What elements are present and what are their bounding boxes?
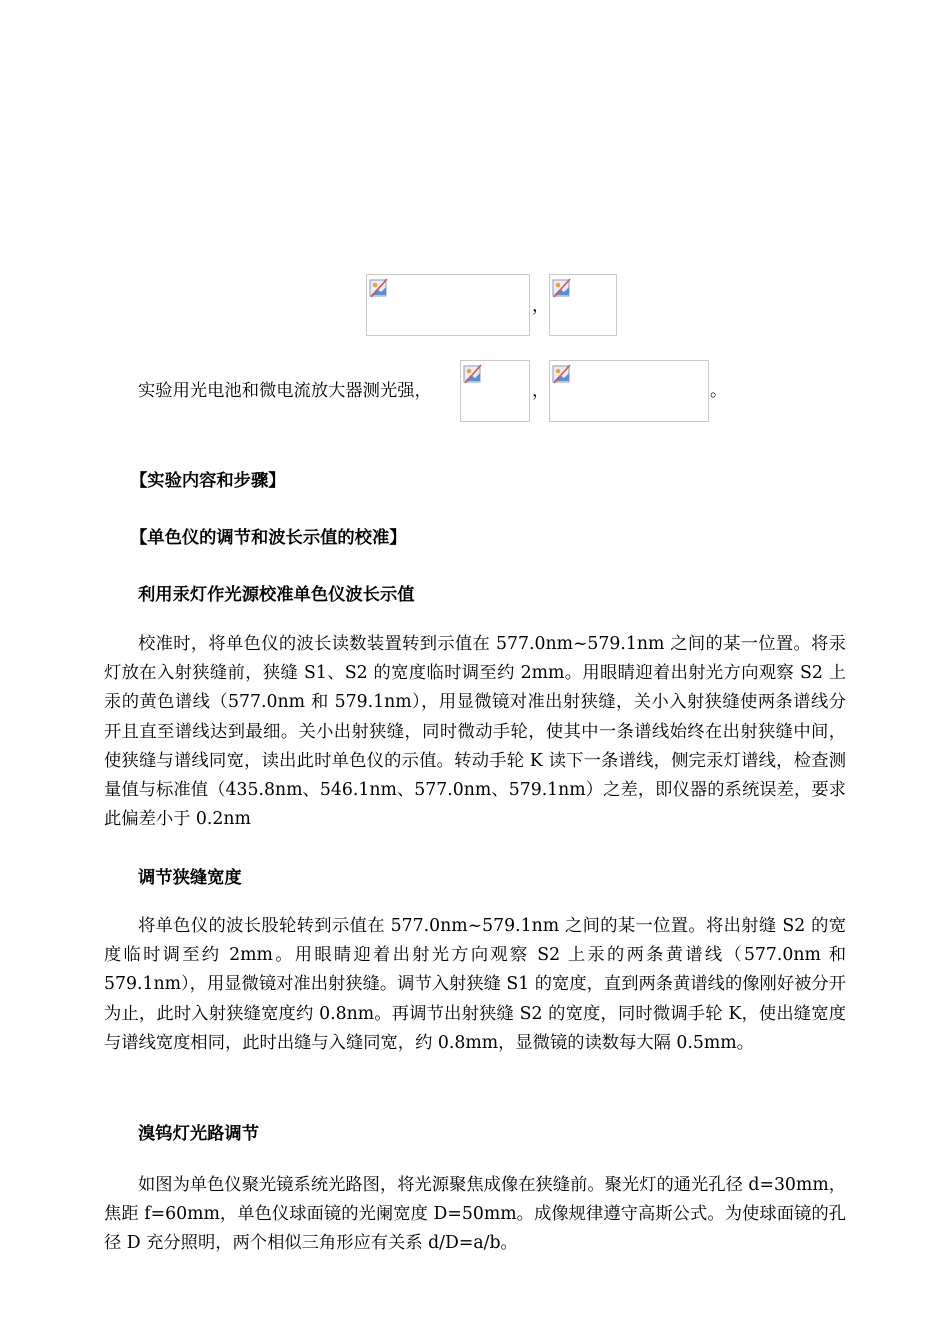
heading-calibration: 【单色仪的调节和波长示值的校准】 [130,528,407,548]
formula-separator: ， [532,296,550,316]
heading-experiment-content: 【实验内容和步骤】 [130,471,286,491]
heading-mercury-lamp: 利用汞灯作光源校准单色仪波长示值 [138,585,415,605]
paragraph-bromine-lamp: 如图为单色仪聚光镜系统光路图，将光源聚焦成像在狭缝前。聚光灯的通光孔径 d=30mm，焦距 f=60mm，单色仪球面镜的光阑宽度 D=50mm。成像规律遵守高斯公式。为使球面镜的孔径 D 充分照明，两个相似三角形应有关系 d/D=a/b。 [104,1175,846,1254]
intro-text: 实验用光电池和微电流放大器测光强， [138,381,432,401]
heading-bromine-lamp: 溴钨灯光路调节 [138,1124,259,1144]
formula-image-4 [549,360,709,422]
paragraph-calibration: 校准时，将单色仪的波长读数装置转到示值在 577.0nm~579.1nm 之间的某一位置。将汞灯放在入射狭缝前，狭缝 S1、S2 的宽度临时调至约 2mm。用眼睛迎着出射光方向观察 S2 上汞的黄色谱线（577.0nm 和 579.1nm），用显微镜对准出射狭缝，关小入射狭缝使两条谱线分开且直至谱线达到最细。关小出射狭缝，同时微动手轮，使其中一条谱线始终在出射狭缝中间，使狭缝与谱线同宽，读出此时单色仪的示值。转动手轮 K 读下一条谱线，侧完汞灯谱线，检查测量值与标准值（435.8nm、546.1nm、577.0nm、579.1nm）之差，即仪器的系统误差，要求此偏差小于 0.2nm [104,634,846,830]
broken-image-icon [552,363,572,385]
broken-image-icon [552,277,572,299]
formula-image-1 [366,274,530,336]
broken-image-icon [463,363,483,385]
formula-image-2 [549,274,617,336]
intro-separator: ， [532,381,550,401]
heading-slit-width: 调节狭缝宽度 [138,868,242,888]
broken-image-icon [369,277,389,299]
intro-end-mark: 。 [710,381,728,401]
formula-image-3 [460,360,530,422]
paragraph-slit-width: 将单色仪的波长股轮转到示值在 577.0nm~579.1nm 之间的某一位置。将出射缝 S2 的宽度临时调至约 2mm。用眼睛迎着出射光方向观察 S2 上汞的两条黄谱线（577.0nm 和 579.1nm），用显微镜对准出射狭缝。调节入射狭缝 S1 的宽度，直到两条黄谱线的像刚好被分开为止，此时入射狭缝宽度约 0.8nm。再调节出射狭缝 S2 的宽度，同时微调手轮 K，使出缝宽度与谱线宽度相同，此时出缝与入缝同宽，约 0.8mm，显微镜的读数每大隔 0.5mm。 [104,916,846,1053]
